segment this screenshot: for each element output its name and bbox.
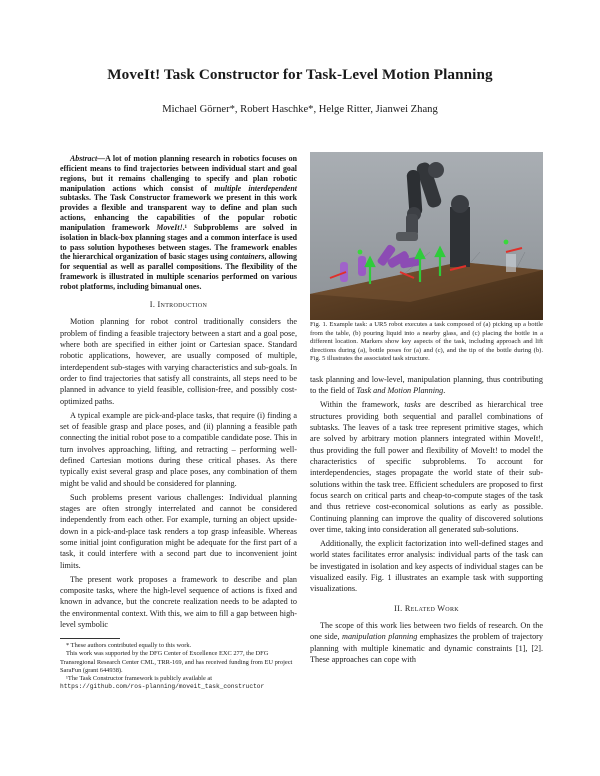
section-title: Introduction xyxy=(157,299,208,309)
text-emphasis: manipulation planning xyxy=(342,632,418,642)
left-column xyxy=(60,154,297,691)
author-list: Michael Görner*, Robert Haschke*, Helge Ritter, Jianwei Zhang xyxy=(162,104,438,115)
abstract-label: Abstract xyxy=(70,154,98,163)
footnote-availability: ¹The Task Constructor framework is publicly available at xyxy=(66,675,212,683)
footnote-url[interactable]: https://github.com/ros-planning/moveit_task_constructor xyxy=(60,683,265,691)
abstract-text: subtasks. The Task Constructor framework we present in this work provides a flexible and transparent way to define and plan such actions, enhancing the capabilities of the popular robotic manipulation framework xyxy=(60,193,297,232)
paragraph: The present work proposes a framework to describe and plan composite tasks, where the high-level sequence of actions is fixed and known in advance, but the concrete realization needs to be adapted to the environmental context. With this, we aim to fill a gap between high-level symbolic xyxy=(60,574,297,629)
text-run: Within the framework, xyxy=(320,400,405,410)
abstract-text: , allowing for sequential as well as parallel compositions. The flexibility of the framework is illustrated in multiple scenarios performed on various robot platforms, including bimanual ones. xyxy=(60,252,297,291)
glass xyxy=(506,254,516,272)
footnote-rule xyxy=(60,638,120,639)
section-heading-introduction xyxy=(60,299,297,310)
figure-caption: Fig. 1. Example task: a UR5 robot executes a task composed of (a) picking up a bottle from the table, (b) pouring liquid into a nearby glass, and (c) placing the bottle in a different location. Markers show key aspects of the task, including approach and lift directions during (a), bottle poses for (a) and (c), and the tip of the bottle during (b). Fig. 5 illustrates the associated task structure. xyxy=(310,321,543,362)
paragraph: Such problems present various challenges: Individual planning stages are often strongly interrelated and cannot be considered independently from each other. For example, turning an object upside-down in a pick-and-place task renders a top grasp infeasible. Whereas some initial joint configuration might be adequate for the first part of a task, it could interfere with a second part due to inconvenient joint limits. xyxy=(60,492,297,570)
paragraph: A typical example are pick-and-place tasks, that require (i) finding a set of feasible grasp and place poses, and (ii) planning a feasible path connecting the initial robot pose to a compatible candidate pose. This in turn involves approaching, lifting, and retracting – performing well-defined Cartesian motions during these critical phases. As there typically exist several grasp and place poses, any combination of them might be valid and should be considered for planning. xyxy=(60,410,297,488)
abstract-emphasis: multiple interdependent xyxy=(214,183,297,193)
figure-robot-scene xyxy=(310,152,543,320)
robot-pedestal xyxy=(450,207,470,267)
abstract-text: .¹ Subproblems are solved in isolation in black-box planning stages and a common interface is used to pass solution hypotheses between stages. The framework enables the hierarchical organization of basic stages using xyxy=(60,222,297,262)
paragraph: Motion planning for robot control traditionally considers the problem of finding a feasible trajectory between a start and a goal pose, where both are specified in either joint or Cartesian space. Standard robotic applications, however, are usually composed of multiple, interdependent sub-stages with varying characteristics and sub-goals. In order to find trajectories that satisfy all constraints, all steps need to be planned in advance to yield feasible, collision-free, and possibly cost-optimized paths. xyxy=(60,317,297,406)
abstract: Abstract—A lot of motion planning research in robotics focuses on efficient means to find trajectories between individual start and goal regions, but it remains challenging to specify and plan robotic manipulation actions which consist of multiple interdependent subtasks. The Task Constructor framework we present in this work provides a flexible and transparent way to define and plan such actions, enhancing the capabilities of the popular robotic manipulation framework MoveIt!.¹ Subproblems are solved in isolation in black-box planning stages and a common interface is used to pass solution hypotheses between stages. The framework enables the hierarchical organization of basic stages using containers, allowing for sequential as well as parallel compositions. The flexibility of the framework is illustrated in multiple scenarios performed on various robot platforms, including bimanual ones. xyxy=(60,154,297,291)
text-run: . xyxy=(443,386,446,396)
text-emphasis: tasks xyxy=(404,400,421,410)
paragraph xyxy=(310,374,543,397)
abstract-text: A lot of motion planning research in robotics focuses on efficient means to find trajectories between individual start and goal regions, but it remains challenging to specify and plan robotic manipulation actions which consist of xyxy=(60,154,297,193)
text-run: emphasizes the problem of trajectory planning with multiple kinematic and dynamic constraints [1], [2]. These approaches can cope with xyxy=(310,632,544,665)
right-column xyxy=(310,374,543,665)
text-run: The scope of this work lies between two fields of research. On the one side, xyxy=(310,621,543,642)
section-number: I. xyxy=(149,299,156,309)
footnote-funding: This work was supported by the DFG Center of Excellence EXC 277, the DFG Transregional Research Center CML, TRR-169, and has received funding from EU project SaraFun (grant 644938). xyxy=(60,650,293,674)
paragraph xyxy=(310,399,543,535)
footnote-equal-contribution: * These authors contributed equally to this work. xyxy=(66,642,192,650)
section-heading-related-work xyxy=(310,603,543,614)
paragraph: Additionally, the explicit factorization into well-defined stages and world states facilitates error analysis: individual parts of the task can be investigated in isolation and key aspects of individual stages can be visualized easily. Fig. 1 illustrates an example task with supporting visualizations. xyxy=(310,539,543,594)
section-title: Related Work xyxy=(404,603,459,613)
abstract-emphasis: containers xyxy=(230,252,265,262)
abstract-emphasis: MoveIt! xyxy=(156,222,183,232)
text-run: task planning and low-level, manipulation planning, thus contributing to the field of xyxy=(310,375,543,396)
paragraph xyxy=(310,620,543,665)
paper-title: MoveIt! Task Constructor for Task-Level Motion Planning xyxy=(107,66,493,83)
text-emphasis: Task and Motion Planning xyxy=(356,386,444,396)
section-number: II. xyxy=(394,603,403,613)
text-run: are described as hierarchical tree structures providing both sequential and parallel combinations of subtasks. The leaves of a task tree represent primitive stages, which are solved by arbitrary motion planners integrated within MoveIt!, thus providing the full power and flexibility of MoveIt! to model the characteristics of specific subproblems. To account for interdependencies, stages propagate the world state of their sub-solutions within the task tree. Efficient schedulers are proposed to first focus search on critical parts and cheap-to-compute stages of the task and thus retrieve cost-economical solutions as early as possible. Continuing planning can improve the quality of discovered solutions over time, taking into consideration all generated sub-solutions. xyxy=(310,400,543,535)
